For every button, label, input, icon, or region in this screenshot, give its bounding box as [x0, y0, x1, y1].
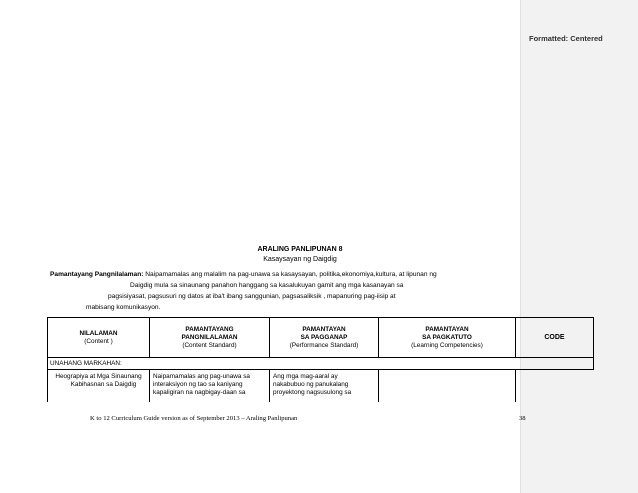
content-standard-text-1: Naipamamalas ang malalim na pag-unawa sa kasaysayan, politika,ekonomiya,kultura, at lipunan ng: [145, 271, 437, 278]
section-row: [48, 358, 594, 370]
page-number: 38: [519, 415, 526, 422]
content-standard-label: Pamantayang Pangnilalaman:: [50, 271, 144, 278]
header-performance-standard: PAMANTAYAN SA PAGGANAP (Performance Standard): [270, 318, 379, 358]
cell-code: [516, 370, 594, 402]
table-header-row: [48, 318, 594, 358]
cell-performance-standard: Ang mga mag-aaral ay nakabubuo ng panukalang proyektong nagsusulong sa: [270, 370, 379, 402]
header-nilalaman: NILALAMAN (Content ): [48, 318, 150, 358]
comment-formatted-label[interactable]: Formatted: Centered: [529, 34, 603, 43]
page-footer: K to 12 Curriculum Guide version as of September 2013 – Araling Panlipunan: [90, 415, 298, 422]
content-standard-line-2: Daigdig mula sa sinaunang panahon hanggang sa kasalukuyan gamit ang mga kasanayan sa: [130, 282, 404, 289]
content-standard-line-4: mabisang komunikasyon.: [86, 304, 161, 311]
cell-content: Heograpiya at Mga Sinaunang Kabihasnan sa Daigdig: [48, 370, 150, 402]
section-label: UNAHANG MARKAHAN:: [48, 358, 594, 370]
header-learning-competencies: PAMANTAYAN SA PAGKATUTO (Learning Competencies): [379, 318, 516, 358]
header-code: CODE: [516, 318, 594, 358]
curriculum-table: [47, 317, 594, 402]
table-row: [48, 370, 594, 402]
content-standard-line-1: [50, 271, 437, 279]
content-standard-line-3: pagsisiyasat, pagsusuri ng datos at iba't ibang sanggunian, pagsasaliksik , mapanuring pag-iisip at: [108, 293, 396, 300]
cell-learning-competencies: [379, 370, 516, 402]
document-title: ARALING PANLIPUNAN 8: [257, 246, 343, 253]
header-content-standard: PAMANTAYANG PANGNILALAMAN (Content Standard): [150, 318, 270, 358]
cell-content-standard: Naipamamalas ang pag-unawa sa interaksiyon ng tao sa kaniyang kapaligiran na nagbigay-daan sa: [150, 370, 270, 402]
document-subtitle: Kasaysayan ng Daigdig: [263, 256, 337, 263]
